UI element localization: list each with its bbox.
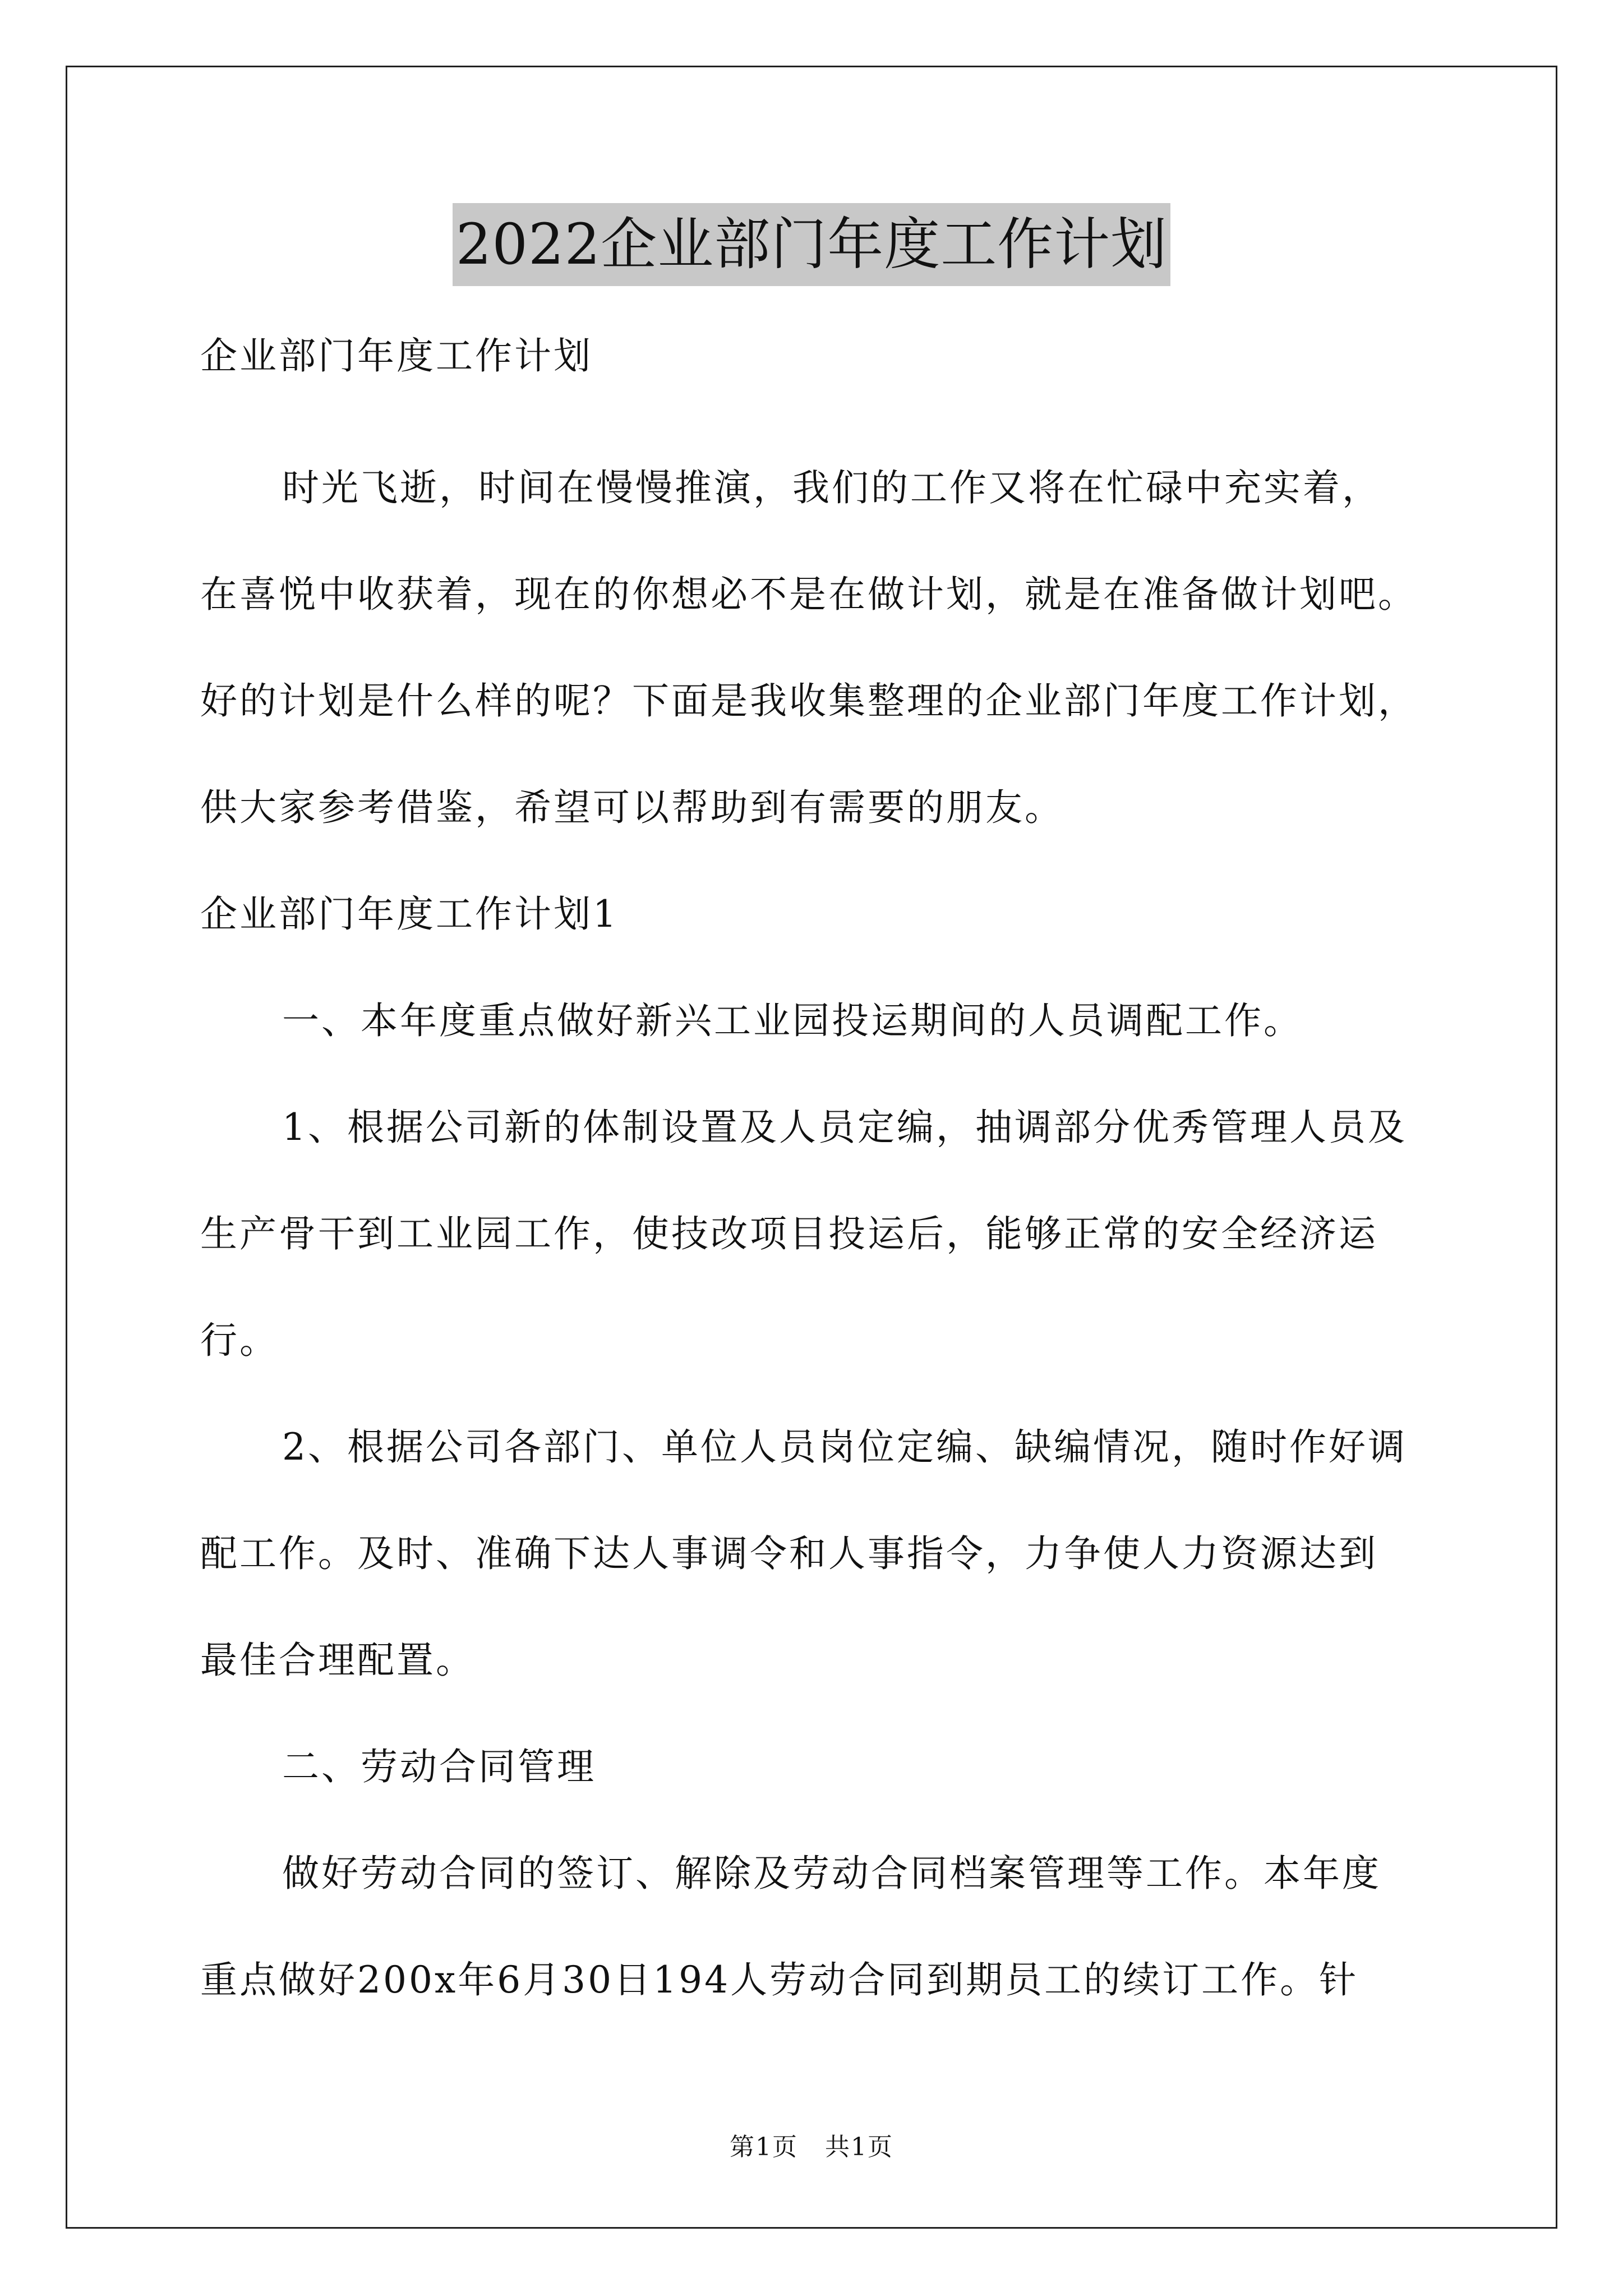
paragraph-line: 做好劳动合同的签订、解除及劳动合同档案管理等工作。本年度 [282,1852,1381,1895]
page-total: 共1页 [825,2133,893,2161]
paragraph-line: 好的计划是什么样的呢？下面是我收集整理的企业部门年度工作计划， [200,679,1417,723]
page-footer [0,2131,1623,2164]
section-heading: 二、劳动合同管理 [282,1745,596,1788]
paragraph-line: 在喜悦中收获着，现在的你想必不是在做计划，就是在准备做计划吧。 [200,573,1417,616]
paragraph-line: 时光飞逝，时间在慢慢推演，我们的工作又将在忙碌中充实着， [282,466,1381,509]
paragraph-line: 配工作。及时、准确下达人事调令和人事指令，力争使人力资源达到 [200,1532,1378,1575]
paragraph-line: 重点做好200x年6月30日194人劳动合同到期员工的续订工作。针 [200,1958,1359,2001]
document-title: 2022企业部门年度工作计划 [453,203,1171,286]
page-number: 第1页 [730,2133,798,2161]
paragraph-line: 供大家参考借鉴，希望可以帮助到有需要的朋友。 [200,786,1064,829]
paragraph-line: 行。 [200,1319,279,1362]
section-heading: 企业部门年度工作计划 [200,334,593,378]
paragraph-line: 1、根据公司新的体制设置及人员定编，抽调部分优秀管理人员及 [282,1106,1407,1149]
paragraph-line: 一、本年度重点做好新兴工业园投运期间的人员调配工作。 [282,999,1303,1042]
title-container [0,203,1623,286]
paragraph-line: 生产骨干到工业园工作，使技改项目投运后，能够正常的安全经济运 [200,1212,1378,1255]
paragraph-line: 最佳合理配置。 [200,1639,475,1682]
paragraph-line: 2、根据公司各部门、单位人员岗位定编、缺编情况，随时作好调 [282,1425,1407,1469]
section-heading: 企业部门年度工作计划1 [200,892,619,936]
